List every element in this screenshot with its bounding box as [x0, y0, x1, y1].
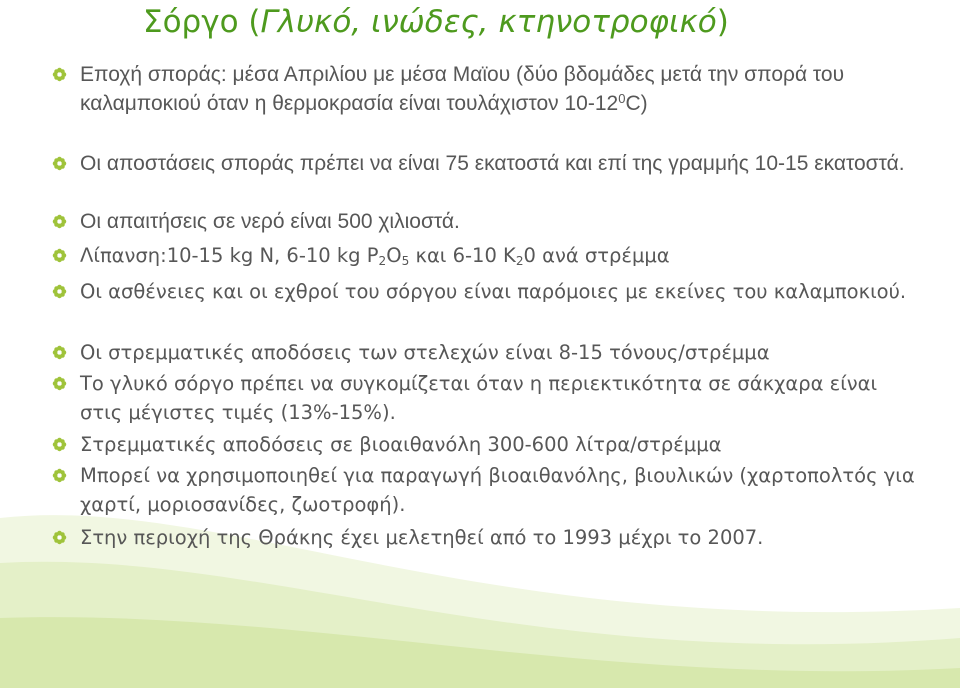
- flower-bullet-icon: [52, 437, 67, 452]
- degree-superscript: 0: [618, 90, 626, 106]
- fertilization-text-3: και 6-10 K: [409, 244, 516, 267]
- bullet-item-fertilization: [80, 241, 920, 270]
- subscript-p2: 2: [378, 254, 387, 269]
- bullet-item-stem-yields: [80, 338, 920, 367]
- bullet-text: Οι αποστάσεις σποράς πρέπει να είναι 75 εκατοστά και επί της γραμμής 10-15 εκατοστά.: [80, 152, 905, 175]
- bullet-text: Στην περιοχή της Θράκης έχει μελετηθεί από το 1993 μέχρι το 2007.: [80, 526, 764, 549]
- subscript-o5: 5: [401, 254, 410, 269]
- fertilization-text-2: O: [386, 244, 402, 267]
- bullet-text: Μπορεί να χρησιμοποιηθεί για παραγωγή βιοαιθανόλης, βιουλικών (χαρτοπολτός για χαρτί, μοριοσανίδες, ζωοτροφή).: [80, 464, 915, 516]
- bullet-text: Οι στρεμματικές αποδόσεις των στελεχών είναι 8-15 τόνους/στρέμμα: [80, 341, 770, 364]
- flower-bullet-icon: [52, 345, 67, 360]
- bullet-text: Το γλυκό σόργο πρέπει να συγκομίζεται όταν η περιεκτικότητα σε σάκχαρα είναι στις μέγιστες τιμές (13%-15%).: [80, 372, 878, 424]
- bullet-text: Οι ασθένειες και οι εχθροί του σόργου είναι παρόμοιες με εκείνες του καλαμποκιού.: [80, 280, 907, 303]
- bullet-text: Εποχή σποράς: μέσα Απριλίου με μέσα Μαϊου (δύο βδομάδες μετά την σπορά του καλαμποκιού όταν η θερμοκρασία είναι τουλάχιστον 10-12: [80, 63, 845, 115]
- bullet-item-water-needs: [80, 207, 920, 236]
- bullet-item-harvest-sugar: [80, 369, 920, 427]
- bullet-item-bioethanol-yields: [80, 430, 920, 459]
- flower-bullet-icon: [52, 67, 67, 82]
- fertilization-text-1: Λίπανση:10-15 kg N, 6-10 kg P: [80, 244, 379, 267]
- title-close: ): [716, 4, 729, 40]
- bullet-item-sowing-season: [80, 60, 920, 118]
- flower-bullet-icon: [52, 214, 67, 229]
- bullet-item-uses: [80, 461, 920, 519]
- flower-bullet-icon: [52, 376, 67, 391]
- flower-bullet-icon: [52, 468, 67, 483]
- flower-bullet-icon: [52, 156, 67, 171]
- flower-bullet-icon: [52, 248, 67, 263]
- bullet-item-diseases: [80, 277, 920, 306]
- bullet-text: Στρεμματικές αποδόσεις σε βιοαιθανόλη 300-600 λίτρα/στρέμμα: [80, 433, 722, 456]
- title-italic: Γλυκό, ινώδες, κτηνοτροφικό: [260, 4, 717, 40]
- flower-bullet-icon: [52, 284, 67, 299]
- bullet-item-sowing-distances: [80, 149, 920, 178]
- bullet-text: Οι απαιτήσεις σε νερό είναι 500 χιλιοστά.: [80, 210, 460, 233]
- subscript-k2: 2: [515, 254, 524, 269]
- flower-bullet-icon: [52, 530, 67, 545]
- bullet-item-thrace-study: [80, 523, 920, 552]
- fertilization-text-4: 0 ανά στρέμμα: [523, 244, 670, 267]
- bullet-text-end: C): [625, 92, 648, 115]
- title-main: Σόργο (: [143, 4, 261, 40]
